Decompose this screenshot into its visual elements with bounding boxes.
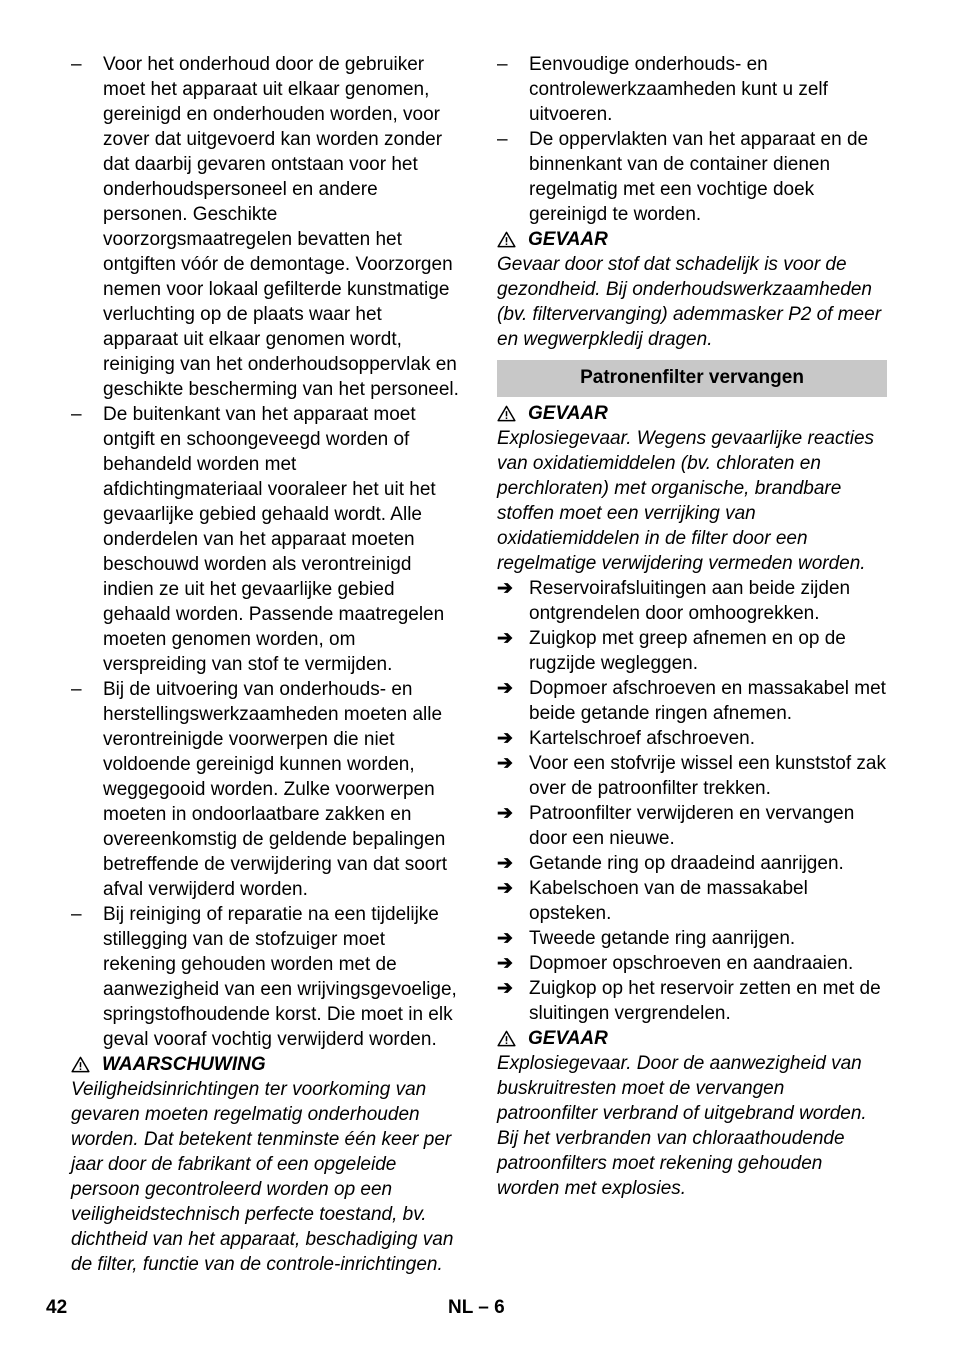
step-text: Dopmoer afschroeven en massakabel met beide getande ringen afnemen. [529,678,886,724]
step-item [497,926,887,951]
list-item [71,677,461,902]
danger-heading [497,401,887,426]
step-text: Zuigkop met greep afnemen en op de rugzijde wegleggen. [529,628,846,674]
danger-heading [497,1026,887,1051]
arrow-right-icon: ➔ [497,853,513,874]
list-item-text: Bij de uitvoering van onderhouds- en herstellingswerkzaamheden moeten alle verontreinigde voorwerpen die niet voldoende gereinigd kunnen worden, weggegooid worden. Zulke voorwerpen moeten in ondoorlaatbare zakken en overeenkomstig de geldende bepalingen betreffende de verwijdering van dat soort afval verwijderd worden. [103,679,447,900]
warning-heading [71,1052,461,1077]
dash-mark: – [71,904,82,925]
list-item [497,52,887,127]
warning-triangle-icon [71,1056,90,1073]
step-item [497,576,887,626]
list-item-text: De oppervlakten van het apparaat en de binnenkant van de container dienen regelmatig met een vochtige doek gereinigd te worden. [529,129,869,225]
list-item-text: Eenvoudige onderhouds- en controlewerkzaamheden kunt u zelf uitvoeren. [529,54,828,125]
step-text: Dopmoer opschroeven en aandraaien. [529,953,854,974]
arrow-right-icon: ➔ [497,728,513,749]
list-item-text: Bij reiniging of reparatie na een tijdelijke stillegging van de stofzuiger moet rekening gehouden worden met de aanwezigheid van een wrijvingsgevoelige, springstofhoudende korst. Die moet in elk geval vooraf vochtig verwijderd worden. [103,904,457,1050]
step-text: Kabelschoen van de massakabel opsteken. [529,878,808,924]
step-text: Zuigkop op het reservoir zetten en met de sluitingen vergrendelen. [529,978,881,1024]
language-page-label: NL – 6 [448,1297,505,1318]
step-text: Reservoirafsluitingen aan beide zijden ontgrendelen door omhoogrekken. [529,578,851,624]
warning-triangle-icon [497,1030,516,1047]
danger-text: Explosiegevaar. Wegens gevaarlijke reacties van oxidatiemiddelen (bv. chloraten en perchloraten) met organische, brandbare stoffen moet een verrijking van oxidatiemiddelen in de filter door een regelmatige verwijdering vermeden worden. [497,428,875,574]
dash-mark: – [71,679,82,700]
danger-heading [497,227,887,252]
step-item [497,751,887,801]
step-item [497,801,887,851]
dash-mark: – [497,54,508,75]
step-item [497,726,887,751]
arrow-right-icon: ➔ [497,928,513,949]
arrow-right-icon: ➔ [497,953,513,974]
list-item [497,127,887,227]
arrow-right-icon: ➔ [497,978,513,999]
warning-text: Veiligheidsinrichtingen ter voorkoming van gevaren moeten regelmatig onderhouden worden. Dat betekent tenminste één keer per jaar door de fabrikant of een opgeleide persoon gecontroleerd worden op een veiligheidstechnisch perfecte toestand, bv. dichtheid van het apparaat, beschadiging van de filter, functie van de controle-inrichtingen. [71,1079,454,1275]
page-number: 42 [46,1297,68,1318]
danger-title: GEVAAR [528,403,608,424]
step-text: Patroonfilter verwijderen en vervangen door een nieuwe. [529,803,855,849]
arrow-right-icon: ➔ [497,678,513,699]
danger-text: Gevaar door stof dat schadelijk is voor de gezondheid. Bij onderhoudswerkzaamheden (bv. filtervervanging) ademmasker P2 of meer en wegwerpkledij dragen. [497,254,882,350]
step-item [497,976,887,1026]
left-column [71,52,461,1277]
arrow-right-icon: ➔ [497,578,513,599]
list-item [71,402,461,677]
warning-title: WAARSCHUWING [102,1054,266,1075]
danger-title: GEVAAR [528,1028,608,1049]
list-item [71,52,461,402]
arrow-right-icon: ➔ [497,628,513,649]
dash-mark: – [71,404,82,425]
step-text: Kartelschroef afschroeven. [529,728,756,749]
step-item [497,851,887,876]
list-item [71,902,461,1052]
danger-text: Explosiegevaar. Door de aanwezigheid van buskruitresten moet de vervangen patroonfilter verbrand of uitgebrand worden. Bij het verbranden van chloraathoudende patroonfilters moet rekening gehouden worden met explosies. [497,1053,867,1199]
step-item [497,876,887,926]
step-text: Tweede getande ring aanrijgen. [529,928,796,949]
list-item-text: De buitenkant van het apparaat moet ontgift en schoongeveegd worden of behandeld worden met afdichtingmateriaal vooraleer het uit het gevaarlijke gebied gehaald wordt. Alle onderdelen van het apparaat moeten beschouwd worden als verontreinigd indien ze uit het gevaarlijke gebied gehaald worden. Passende maatregelen moeten genomen worden, om verspreiding van stof te vermijden. [103,404,445,675]
warning-triangle-icon [497,231,516,248]
right-column [497,52,887,1201]
section-heading: Patronenfilter vervangen [497,360,887,397]
arrow-right-icon: ➔ [497,753,513,774]
step-item [497,626,887,676]
dash-mark: – [497,129,508,150]
step-text: Voor een stofvrije wissel een kunststof zak over de patroonfilter trekken. [529,753,886,799]
arrow-right-icon: ➔ [497,803,513,824]
list-item-text: Voor het onderhoud door de gebruiker moet het apparaat uit elkaar genomen, gereinigd en onderhouden worden, voor zover dat uitgevoerd kan worden zonder dat daarbij gevaren ontstaan voor het onderhoudspersoneel en andere personen. Geschikte voorzorgsmaatregelen bevatten het ontgiften vóór de demontage. Voorzorgen nemen voor lokaal gefilterde kunstmatige verluchting op de plaats waar het apparaat uit elkaar genomen wordt, reiniging van het onderhoudsoppervlak en geschikte bescherming van het personeel. [103,54,459,400]
danger-title: GEVAAR [528,229,608,250]
step-item [497,951,887,976]
step-text: Getande ring op draadeind aanrijgen. [529,853,844,874]
dash-mark: – [71,54,82,75]
arrow-right-icon: ➔ [497,878,513,899]
step-item [497,676,887,726]
warning-triangle-icon [497,405,516,422]
